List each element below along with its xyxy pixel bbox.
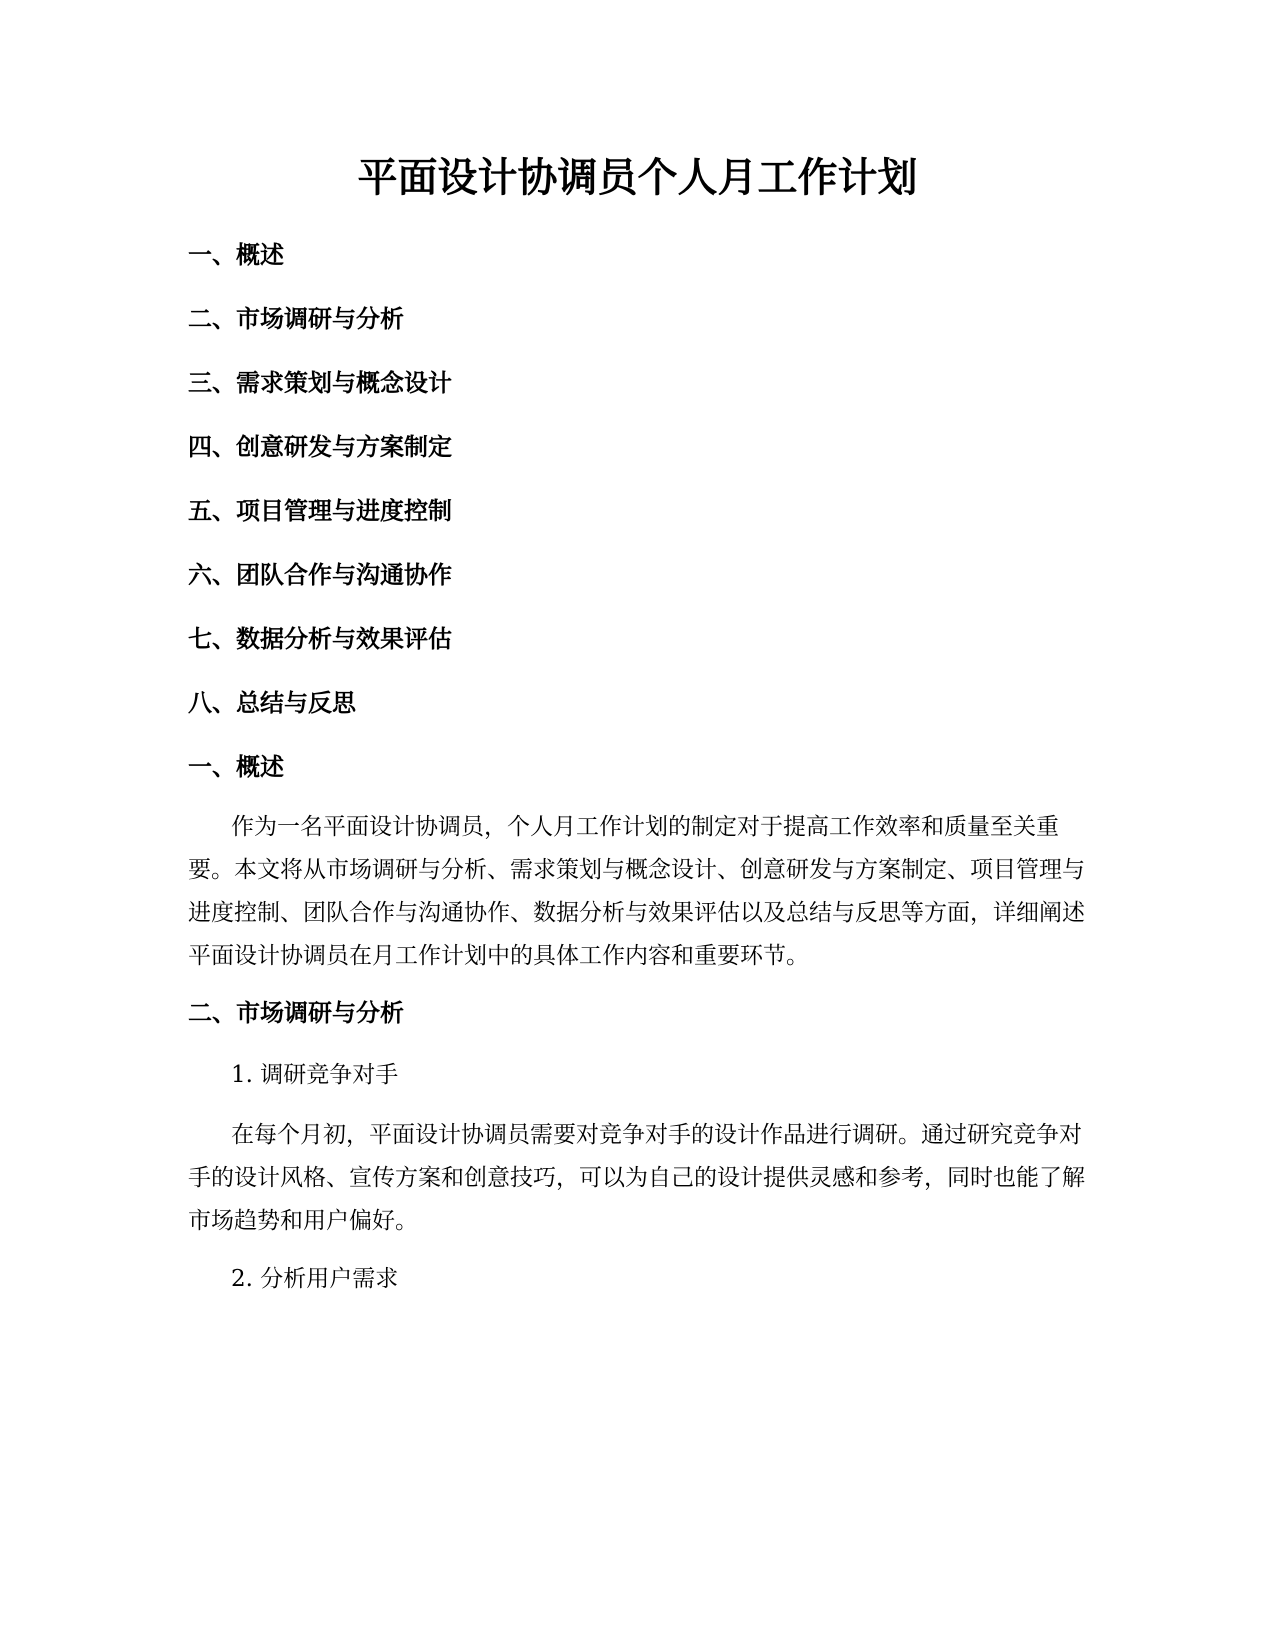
- toc-item-team-collaboration: 六、团队合作与沟通协作: [188, 561, 452, 589]
- toc-item-summary: 八、总结与反思: [188, 689, 356, 717]
- toc-item-data-analysis: 七、数据分析与效果评估: [188, 625, 452, 653]
- section-heading-overview: 一、概述: [188, 753, 284, 781]
- subsection-title-competitor-research: 1. 调研竞争对手: [231, 1062, 399, 1088]
- toc-item-creative-development: 四、创意研发与方案制定: [188, 433, 452, 461]
- section-heading-market-research: 二、市场调研与分析: [188, 999, 404, 1027]
- subsection-title-user-needs: 2. 分析用户需求: [231, 1266, 399, 1292]
- competitor-research-paragraph: 在每个月初，平面设计协调员需要对竞争对手的设计作品进行调研。通过研究竞争对手的设计风格、宣传方案和创意技巧，可以为自己的设计提供灵感和参考，同时也能了解市场趋势和用户偏好。: [188, 1122, 1085, 1234]
- toc-item-overview: 一、概述: [188, 241, 284, 269]
- toc-item-requirement-planning: 三、需求策划与概念设计: [188, 369, 452, 397]
- overview-paragraph: 作为一名平面设计协调员，个人月工作计划的制定对于提高工作效率和质量至关重要。本文将从市场调研与分析、需求策划与概念设计、创意研发与方案制定、项目管理与进度控制、团队合作与沟通协作、数据分析与效果评估以及总结与反思等方面，详细阐述平面设计协调员在月工作计划中的具体工作内容和重要环节。: [188, 814, 1085, 969]
- document-title: 平面设计协调员个人月工作计划: [357, 155, 918, 201]
- toc-item-project-management: 五、项目管理与进度控制: [188, 497, 452, 525]
- toc-item-market-research: 二、市场调研与分析: [188, 305, 404, 333]
